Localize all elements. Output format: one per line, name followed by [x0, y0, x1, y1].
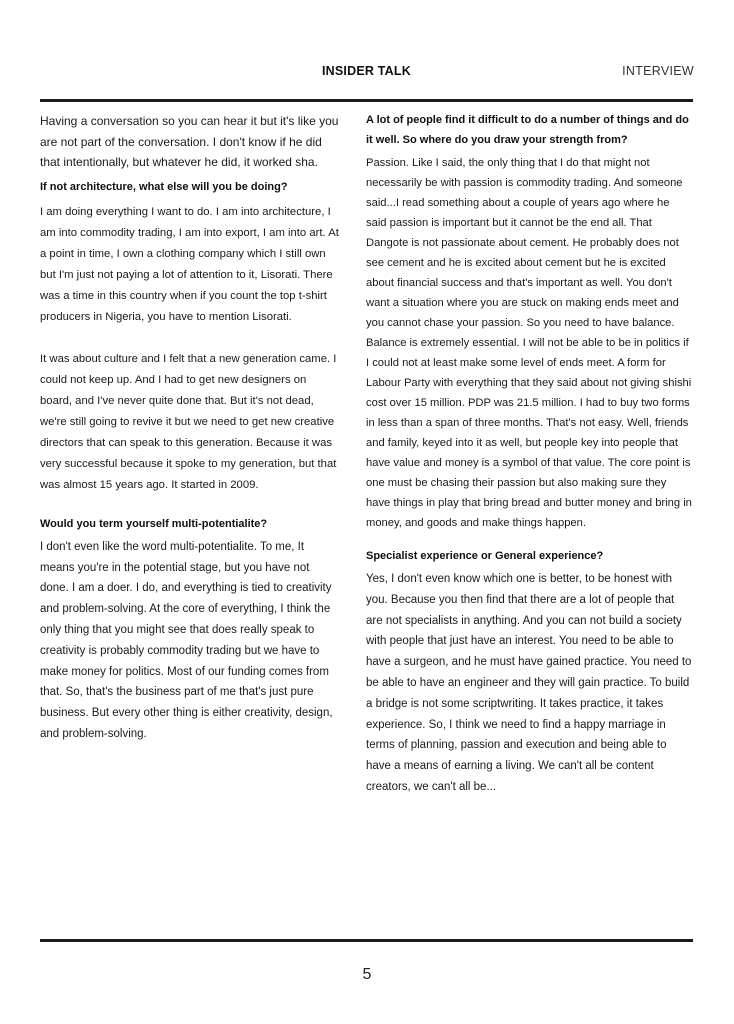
left-column: [40, 110, 340, 745]
answer-paragraph: Yes, I don't even know which one is better, to be honest with you. Because you then find that there are a lot of people that are not specialists in anything. And you can not build a society with people that just have an interest. You need to be able to have a surgeon, and he must have gained practice. You need to be able to have an engineer and they will gain practice. To build a bridge is not some scriptwriting. It takes practice, it takes experience. So, I think we need to find a happy marriage in terms of planning, passion and execution and being able to have a means of earning a living. We can't all be content creators, we can't all be...: [366, 573, 692, 793]
question-heading: Would you term yourself multi-potentialite?: [40, 517, 268, 530]
question-heading: A lot of people find it difficult to do a number of things and do it well. So where do you draw your strength from?: [366, 114, 689, 146]
question-heading: If not architecture, what else will you be doing?: [40, 180, 288, 193]
answer-paragraph: Passion. Like I said, the only thing that I do that might not necessarily be with passion is commodity trading. And someone said...I read something about a couple of years ago where he said passion is important but it cannot be the end all. That Dangote is not passionate about cement. He probably does not see cement and he is excited about cement but he is excited about financial success and that's important as well. You don't want a situation where you are stuck on making ends meet and you cannot chase your passion. So you need to have balance. Balance is extremely essential. I will not be able to be in politics if I could not at least make some level of ends meet. A form for Labour Party with everything that they said about not giving shishi cost over 15 million. PDP was 21.5 million. I had to buy two forms in less than a span of three months. That's not easy. Well, friends and family, keyed into it as well, but people key into people that have value and money is a symbol of that value. The core point is one must be chasing their passion but also making sure they have things in play that bring bread and butter money and bring in money, and goods and make things happen.: [366, 157, 692, 529]
answer-paragraph: I am doing everything I want to do. I am into architecture, I am into commodity trading, I am into export, I am into art. At a point in time, I own a clothing company which I still own but I'm just not paying a lot of attention to it, Lisorati. There was a time in this country when if you count the top t-shirt producers in Nigeria, you have to mention Lisorati.: [40, 205, 339, 323]
question-heading: Specialist experience or General experience?: [366, 550, 604, 562]
intro-paragraph: Having a conversation so you can hear it but it's like you are not part of the conversation. I don't know if he did that intentionally, but whatever he did, it worked sha.: [40, 114, 339, 170]
magazine-title: INSIDER TALK: [322, 64, 411, 78]
section-label: INTERVIEW: [622, 64, 694, 78]
answer-paragraph: It was about culture and I felt that a new generation came. I could not keep up. And I had to get new designers on board, and I've never quite done that. But it's not dead, we're still going to revive it but we need to get new creative directors that can speak to this generation. Because it was very successful because it spoke to my generation, but that was almost 15 years ago. It started in 2009.: [40, 352, 337, 491]
page-number: 5: [362, 966, 372, 983]
top-divider: [40, 99, 693, 102]
answer-paragraph: I don't even like the word multi-potentialite. To me, It means you're in the potential stage, but you have not done. I am a doer. I do, and everything is tied to creativity and problem-solving. At the core of everything, I think the only thing that you might see that does really speak to creativity is probably commodity trading but we have to make money for politics. Most of our funding comes from that. So, that's the business part of me that's just pure business. But every other thing is either creativity, design, and problem-solving.: [40, 540, 333, 740]
right-column: [366, 110, 693, 798]
bottom-divider: [40, 939, 693, 942]
